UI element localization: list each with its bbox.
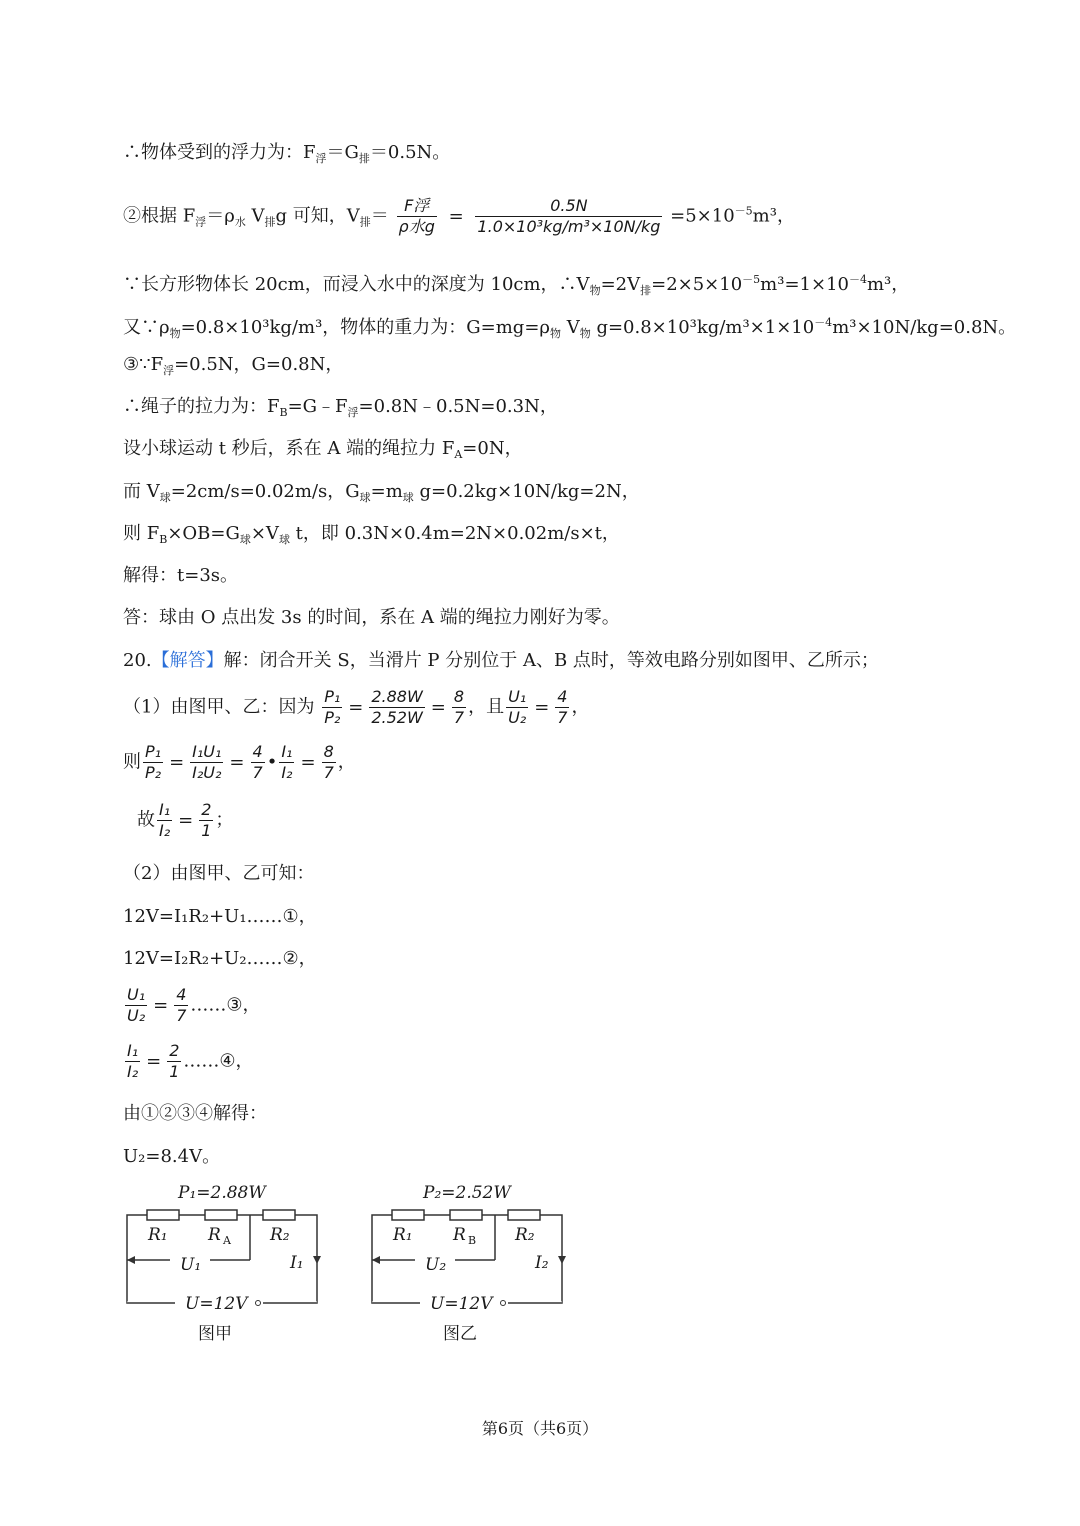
caption-jia: 图甲	[198, 1324, 232, 1344]
line-eq4: $\frac{\text{I₁}}{\text{I₂}}$ = $\frac{2}{1}$ ……④，	[127, 1041, 254, 1081]
fraction-f-over-rho: $\frac{\text{F浮}}{\text{ρ水g}}$	[398, 196, 435, 236]
line-q20-part1: （1）由图甲、乙：因为 $\frac{\text{P₁}}{\text{P₂}}$ = $\frac{2.88W}{2.52W}$ = $\frac{8}{7}$ ，且 $\frac{\text{U₁}}{\text{U₂}}$ = $\frac{4}{7}$ ，	[123, 687, 590, 727]
label-source: U=12V	[430, 1294, 493, 1314]
line-volume-formula: ②根据 $F_浮=\rho_水$ $V_排g$ 可知，$V_排=$ $\frac{\text{F浮}}{\text{ρ水g}}$ = $\frac{0.5N}{\text{1.0×10³kg/m³×10N/kg}}$ $=5\times 10^{-5}m^3$，	[123, 196, 795, 236]
line-buoyancy: ∴物体受到的浮力为：$F_浮=G_排=0.5N$。	[123, 142, 451, 165]
label-r1: R₁	[393, 1225, 413, 1245]
line-q20-current-ratio: 故 $\frac{\text{I₁}}{\text{I₂}}$ = $\frac{2}{1}$ ；	[137, 800, 234, 840]
page-footer: 第6页（共6页）	[481, 1419, 599, 1438]
fraction-numeric: $\frac{0.5N}{\text{1.0×10³kg/m³×10N/kg}}$	[477, 196, 661, 236]
label-r1: R₁	[148, 1225, 168, 1245]
label-power: P₂=2.52W	[423, 1183, 511, 1203]
line-solve-t: 解得：t=3s。	[123, 565, 239, 586]
circuit-diagram-jia	[120, 1178, 330, 1348]
label-ra: R	[208, 1225, 221, 1245]
line-result: U₂=8.4V。	[123, 1146, 221, 1167]
line-q20-ratio: 则 $\frac{\text{P₁}}{\text{P₂}}$ = $\frac{\text{I₁U₁}}{\text{I₂U₂}}$ = $\frac{4}{7}$ • $\frac{\text{I₁}}{\text{I₂}}$ = $\frac{8}{7}$ ，	[123, 742, 356, 782]
label-u2: U₂	[425, 1255, 447, 1275]
line-step3: $③\because F_浮=0.5N$，G=0.8N，	[123, 354, 344, 377]
line-eq2: 12V=I₂R₂+U₂……②，	[123, 948, 317, 969]
label-source: U=12V	[185, 1294, 248, 1314]
label-ra-sub: A	[223, 1234, 231, 1247]
line-ball-values: 而 $V_球=2cm/s=0.02m/s$，$G_球=m_球$ g=0.2kg×10N/kg=2N，	[123, 481, 640, 504]
label-i2: I₂	[535, 1253, 549, 1273]
label-i1: I₁	[290, 1253, 304, 1273]
caption-yi: 图乙	[443, 1324, 477, 1344]
line-assume: 设小球运动 t 秒后，系在 A 端的绳拉力 $F_A=0N$，	[123, 438, 523, 461]
label-rb-sub: B	[468, 1234, 477, 1247]
label-u1: U₁	[180, 1255, 202, 1275]
circuit-diagram-yi	[365, 1178, 575, 1348]
label-power: P₁=2.88W	[178, 1183, 266, 1203]
line-object-volume: ∵长方形物体长 20cm，而浸入水中的深度为 10cm，$\therefore V_物=2V_排=2\times 5\times 10^{-5}m^3=1\times 10^{-4}m^3$，	[123, 273, 910, 297]
label-r2: R₂	[270, 1225, 290, 1245]
line-eq1: 12V=I₁R₂+U₁……①，	[123, 906, 317, 927]
line-solve: 由①②③④解得：	[123, 1103, 267, 1124]
line-q20-part2: （2）由图甲、乙可知：	[123, 863, 315, 884]
line-weight: 又$\because\rho_物=0.8\times 10^3kg/m^3$，物体的重力为：$G=mg=\rho_物$ $V_物$ $g=0.8\times 10^3kg/m^3\times 1\times 10^{-4}m^3\times 10N/kg=0.8N$。	[123, 316, 1017, 340]
line-eq3: $\frac{\text{U₁}}{\text{U₂}}$ = $\frac{4}{7}$ ……③，	[127, 985, 261, 1025]
line-balance: 则 $F_B\times OB=G_球\times V_球$ t，即 0.3N×0.4m=2N×0.02m/s×t，	[123, 523, 620, 546]
line-tension: ∴绳子的拉力为：$F_B=G﹣F_浮=0.8N﹣0.5N=0.3N$，	[123, 396, 558, 419]
line-answer: 答：球由 O 点出发 3s 的时间，系在 A 端的绳拉力刚好为零。	[123, 607, 620, 628]
label-r2: R₂	[515, 1225, 535, 1245]
label-rb: R	[453, 1225, 466, 1245]
line-q20-header: 20.【解答】解：闭合开关 S，当滑片 P 分别位于 A、B 点时，等效电路分别如图甲、乙所示；	[123, 650, 879, 671]
